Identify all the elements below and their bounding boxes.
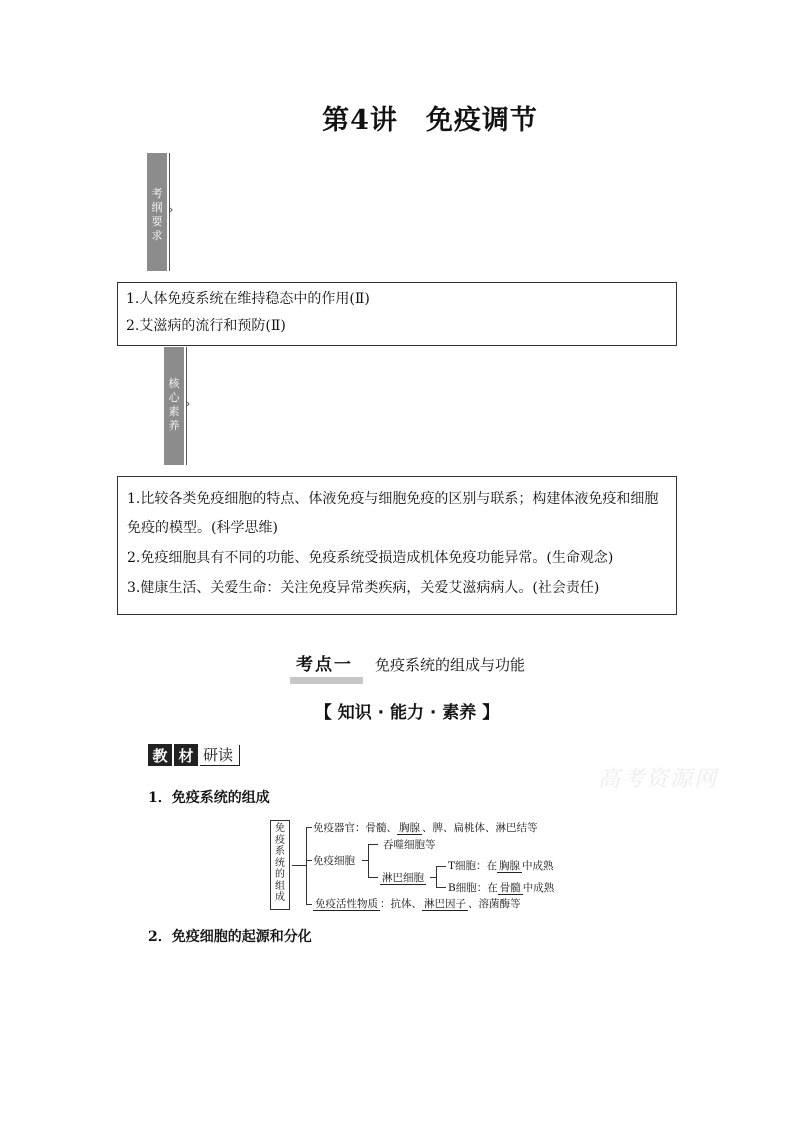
connector xyxy=(368,877,378,878)
connector xyxy=(436,866,446,867)
connector xyxy=(368,844,378,845)
literacy-item: 3.健康生活、关爱生命：关注免疫异常类疾病，关爱艾滋病病人。(社会责任) xyxy=(127,580,600,596)
connector xyxy=(436,887,446,888)
reading-block-char: 材 xyxy=(174,744,198,766)
tcell-prefix: T细胞：在 xyxy=(448,860,498,872)
textbook-reading-label xyxy=(148,743,240,767)
exam-requirements-tab xyxy=(147,153,167,271)
literacy-item: 2.免疫细胞具有不同的功能、免疫系统受损造成机体免疫功能异常。(生命观念) xyxy=(127,550,614,566)
exam-requirements-label: 考纲要求 xyxy=(151,187,163,242)
connector xyxy=(436,866,437,888)
watermark: 高考资源网 xyxy=(598,767,719,792)
section-tag: 考点一 xyxy=(290,650,363,684)
substances-blank: 淋巴因子 xyxy=(424,898,466,910)
diagram-root xyxy=(270,820,290,910)
connector xyxy=(306,827,307,905)
tcell-blank: 胸腺 xyxy=(499,860,521,872)
bcell-suffix: 中成熟 xyxy=(522,882,555,894)
connector xyxy=(292,865,306,866)
bcell-prefix: B细胞：在 xyxy=(448,882,498,894)
section-title: 免疫系统的组成与功能 xyxy=(375,656,526,674)
t-cell xyxy=(448,858,554,873)
chevron-right-icon: › xyxy=(169,203,174,216)
organs-prefix: 免疫器官：骨髓、 xyxy=(313,822,397,834)
reading-outline-text: 研读 xyxy=(200,745,240,766)
connector xyxy=(306,904,312,905)
organs-blank: 胸腺 xyxy=(399,822,420,834)
substances-suffix: 、溶菌酶等 xyxy=(468,898,521,910)
heading-immune-cell-origin: 2．免疫细胞的起源和分化 xyxy=(148,929,312,945)
core-literacy-box xyxy=(117,476,677,615)
lymphocyte-label: 淋巴细胞 xyxy=(382,872,424,884)
requirements-box xyxy=(117,282,677,346)
reading-block-char: 教 xyxy=(148,744,172,766)
lesson-number: 第4讲 xyxy=(322,105,398,136)
diagram-root-label: 免疫系统的组成 xyxy=(275,823,285,903)
immune-system-diagram xyxy=(268,814,558,914)
requirement-item: 1.人体免疫系统在维持稳态中的作用(Ⅱ) xyxy=(126,291,370,307)
connector xyxy=(306,860,312,861)
heading-immune-composition: 1．免疫系统的组成 xyxy=(148,790,270,806)
literacy-item: 1.比较各类免疫细胞的特点、体液免疫与细胞免疫的区别与联系；构建体液免疫和细胞免疫的模型。(科学思维) xyxy=(127,491,659,536)
knowledge-subheading: 【 知识 · 能力 · 素养 】 xyxy=(314,703,500,723)
chevron-right-icon: › xyxy=(186,397,191,410)
immune-cells: 免疫细胞 xyxy=(313,855,355,867)
substances-prefix: ：抗体、 xyxy=(380,898,422,910)
core-literacy-label: 核心素养 xyxy=(168,377,180,432)
core-literacy-tab xyxy=(164,347,184,465)
substances-label: 免疫活性物质 xyxy=(315,898,378,910)
tcell-suffix: 中成熟 xyxy=(522,860,554,872)
connector xyxy=(306,827,312,828)
lesson-topic: 免疫调节 xyxy=(425,105,538,136)
page-title xyxy=(0,98,794,137)
phagocyte: 吞噬细胞等 xyxy=(383,839,436,851)
requirement-item: 2.艾滋病的流行和预防(Ⅱ) xyxy=(126,318,286,334)
b-cell xyxy=(448,880,554,895)
immune-substances xyxy=(313,896,521,911)
lymphocyte xyxy=(380,870,426,885)
connector xyxy=(368,844,369,878)
bcell-blank: 骨髓 xyxy=(499,882,521,894)
organs-suffix: 、脾、扁桃体、淋巴结等 xyxy=(422,822,538,834)
immune-organs xyxy=(313,820,538,835)
section-heading xyxy=(290,650,525,684)
